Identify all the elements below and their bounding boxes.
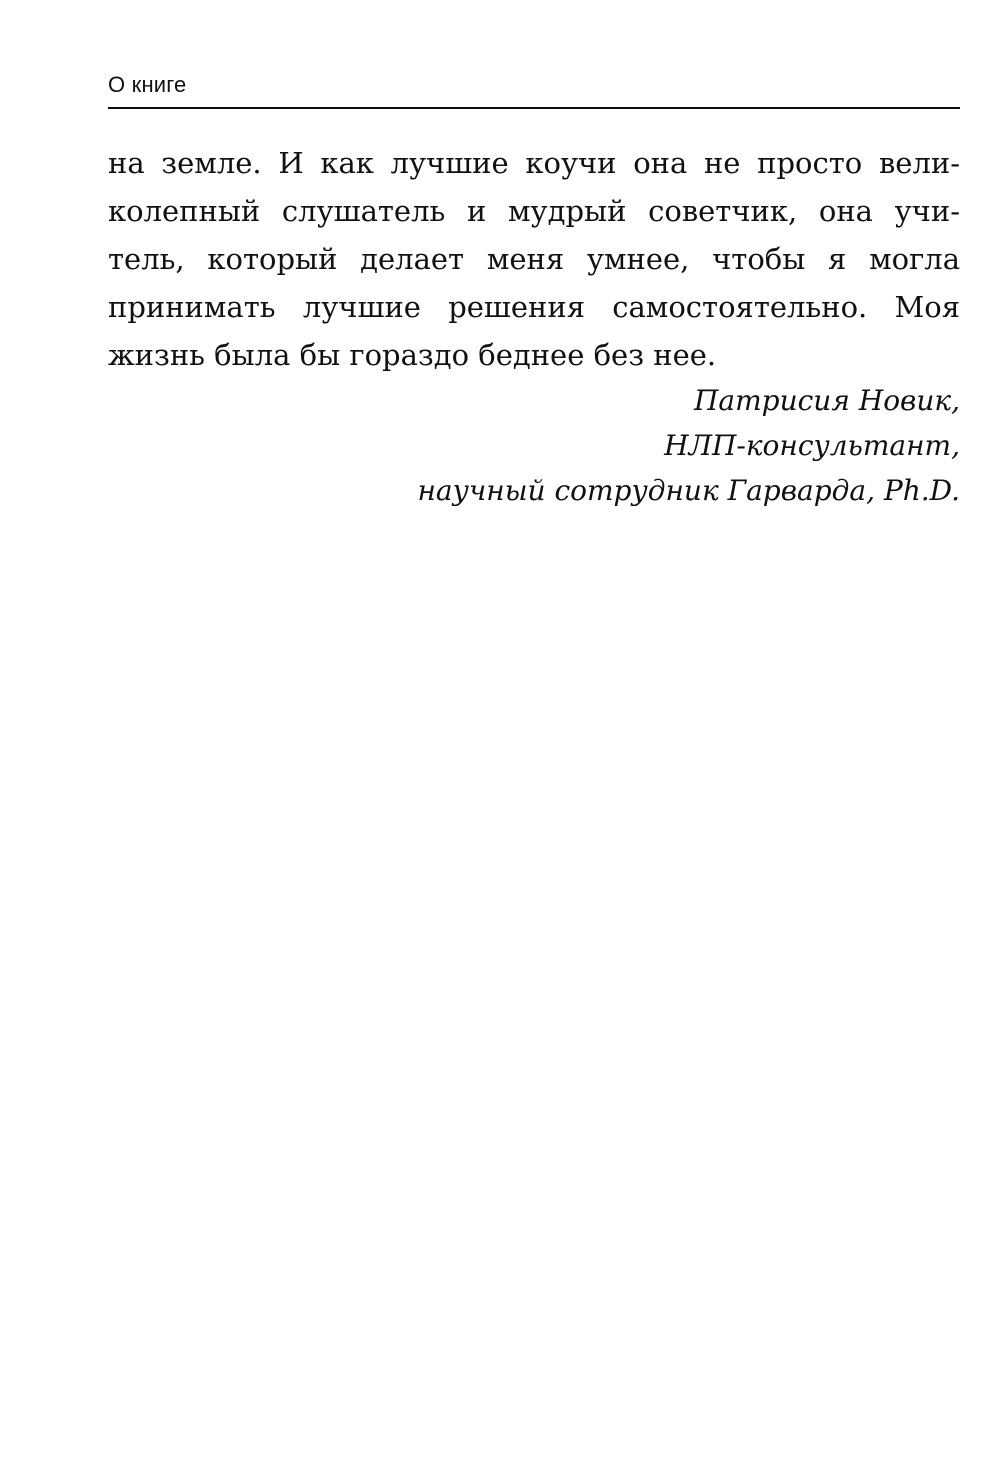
signature-affiliation: научный сотрудник Гарварда, Ph.D. [417,474,960,507]
signature-role: НЛП-консультант, [664,429,960,462]
body-line: принимать лучшие решения самостоятельно. Моя [108,290,960,324]
header-rule [108,107,960,109]
body-line: тель, который делает меня умнее, чтобы я могла [108,242,960,276]
body-line: жизнь была бы гораздо беднее без нее. [108,338,717,372]
body-line: на земле. И как лучшие коучи она не просто вели- [108,146,960,180]
signature-block [108,378,960,513]
running-head-title: О книге [108,72,187,97]
body-paragraph [108,139,960,379]
body-line: колепный слушатель и мудрый советчик, она учи- [108,194,960,228]
signature-name: Патрисия Новик, [694,384,960,417]
